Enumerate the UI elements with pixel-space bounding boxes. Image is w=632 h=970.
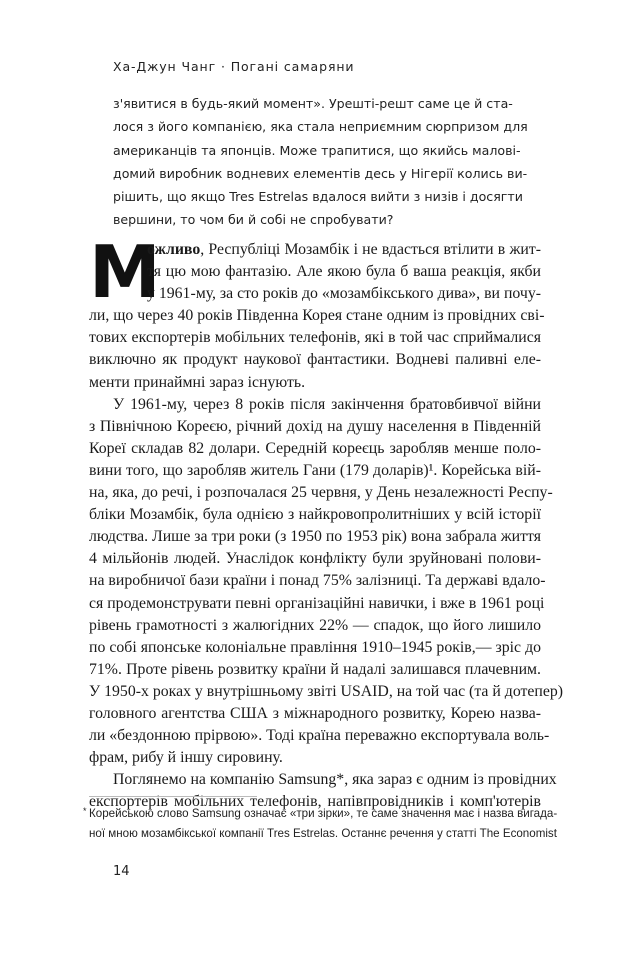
body-line [89, 239, 541, 261]
body-line-text: ся продемонструвати певні організаційні навички, і вже в 1961 році [89, 594, 545, 612]
body-line [89, 703, 541, 725]
body-line [89, 548, 541, 570]
body-line [89, 659, 541, 681]
page-number: 14 [113, 864, 130, 879]
body-line [89, 593, 545, 615]
footnote [83, 804, 558, 844]
footnote-divider [89, 796, 257, 797]
body-line [89, 725, 550, 747]
body-line [89, 460, 541, 482]
body-line [89, 438, 541, 460]
body-line-text: менти принаймні зараз існують. [89, 373, 306, 391]
body-line-text: У 1961-му, через 8 років після закінчення братовбивчої війни [113, 395, 541, 413]
body-line [89, 681, 564, 703]
footnote-line: Корейською слово Samsung означає «три зірки», те саме значення має і назва вигада- [89, 807, 558, 820]
insert-line: американців та японців. Може трапитися, що якийсь малові- [113, 142, 521, 158]
body-text [89, 239, 564, 813]
body-line-text: , Республіці Мозамбік і не вдасться втілити в жит- [200, 241, 541, 258]
body-line [89, 769, 557, 791]
insert-line: лося з його компанією, яка стала неприємним сюрпризом для [113, 119, 528, 135]
body-line-text: у 1961-му, за сто років до «мозамбікського дива», ви почу- [147, 285, 541, 303]
drop-cap: М [89, 230, 159, 314]
body-line [89, 305, 545, 327]
body-line [89, 526, 541, 548]
body-line-text: вини того, що заробляв житель Гани (179 доларів)¹. Корейська вій- [89, 461, 541, 479]
insert-line: з'явитися в будь-який момент». Урешті-решт саме це й ста- [113, 96, 513, 111]
body-line [89, 615, 541, 637]
body-line-text: експортерів мобільних телефонів, напівпровідників і комп'ютерів [89, 793, 541, 811]
body-line [89, 394, 541, 416]
footnote-line: ної мною мозамбікської компанії Tres Estrelas. Останнє речення у статті The Economist [89, 827, 557, 840]
body-line [89, 482, 553, 504]
body-line-text: на виробничої бази країни і понад 75% залізниці. Та державі вдало- [89, 572, 546, 590]
body-line-text: тових експортерів мобільних телефонів, які в той час сприймалися [89, 329, 541, 347]
body-line-text: бліки Мозамбік, була однією з найкровопролитніших у всій історії [89, 506, 541, 524]
body-line-text: по собі японське колоніальне правління 1910–1945 років,— зріс до [89, 638, 541, 656]
insert-line: рішить, що якщо Tres Estrelas вдалося вийти з низів і досягти [113, 189, 523, 205]
body-line-text: тя цю мою фантазію. Але якою була б ваша реакція, якби [147, 263, 541, 281]
body-line-text: 4 мільйонів людей. Унаслідок конфлікту були зруйновані полови- [89, 550, 541, 568]
insert-line: домий виробник водневих елементів десь у Нігерії колись ви- [113, 165, 528, 181]
body-line-text: з Північною Кореєю, річний дохід на душу населення в Південній [89, 417, 541, 435]
footnote-marker: * [83, 806, 87, 816]
body-line [89, 372, 541, 394]
body-line-text: Поглянемо на компанію Samsung*, яка зараз є одним із провідних [113, 771, 557, 789]
body-line-text: ли, що через 40 років Південна Корея стане одним із провідних сві- [89, 307, 545, 325]
body-line [89, 570, 546, 592]
body-line-text: головного агентства США з міжнародного розвитку, Корею назва- [89, 704, 541, 722]
body-line-text: на, яка, до речі, і розпочалася 25 червня, у День незалежності Респу- [89, 484, 553, 502]
body-line-text: рівень грамотності з жалюгідних 22% — спадок, що його лишило [89, 616, 541, 634]
running-header: Ха-Джун Чанг · Погані самаряни [113, 59, 355, 74]
body-line-text: Кореї складав 82 долари. Середній кореєць заробляв менше поло- [89, 439, 541, 457]
body-line-text: людства. Лише за три роки (з 1950 по 1953 рік) вона забрала життя [89, 528, 541, 546]
body-line [89, 349, 541, 371]
body-line [89, 283, 541, 305]
insert-block [113, 92, 539, 232]
body-line [89, 416, 541, 438]
body-line [89, 327, 541, 349]
insert-line: вершини, то чом би й собі не спробувати? [113, 212, 394, 228]
body-line-text: виключно як продукт наукової фантастики. Водневі паливні еле- [89, 351, 541, 369]
body-line-text: У 1950-х роках у внутрішньому звіті USAID, на той час (та й дотепер) [89, 682, 564, 700]
lead-in-word: ожливо [147, 241, 201, 258]
body-line [89, 504, 541, 526]
body-line [89, 261, 541, 283]
body-line-text: ли «бездонною прірвою». Тоді країна переважно експортувала воль- [89, 727, 550, 745]
body-line-text: фрам, рибу й іншу сировину. [89, 749, 283, 767]
body-line [89, 637, 541, 659]
body-line-text: 71%. Проте рівень розвитку країни й надалі залишався плачевним. [89, 660, 541, 678]
body-line [89, 747, 541, 769]
